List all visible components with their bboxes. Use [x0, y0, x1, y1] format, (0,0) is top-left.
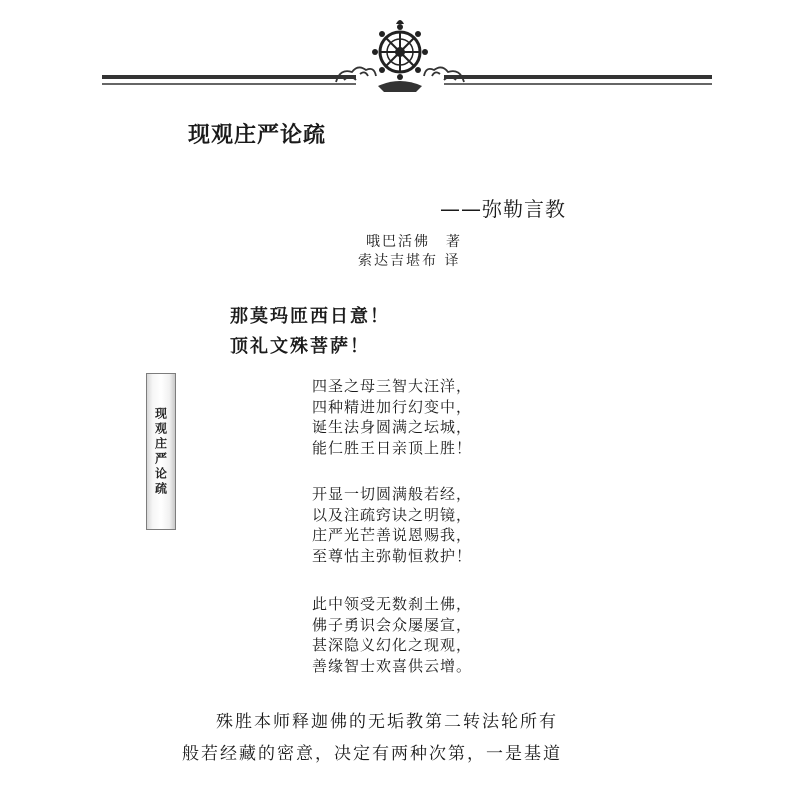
side-tab-label: 现观庄严论疏 — [153, 406, 168, 497]
verse-line: 四种精进加行幻变中， — [312, 397, 473, 416]
verse-stanza — [312, 376, 472, 458]
author-byline: 哦巴活佛 著 — [366, 234, 462, 250]
verse-line: 至尊怙主弥勒恒救护！ — [312, 546, 473, 565]
verse-line: 善缘智士欢喜供云增。 — [312, 656, 473, 675]
header-ornament — [0, 0, 800, 110]
verse-line: 能仁胜王日亲顶上胜！ — [312, 438, 473, 457]
page-title: 现观庄严论疏 — [188, 123, 327, 148]
translator-byline: 索达吉堪布 译 — [358, 253, 461, 269]
body-line: 殊胜本师释迦佛的无垢教第二转法轮所有 — [216, 712, 558, 732]
side-tab — [146, 373, 176, 530]
verse-stanza — [312, 594, 472, 676]
verse-stanza — [312, 484, 472, 566]
verse-line: 此中领受无数刹土佛， — [312, 595, 473, 613]
body-line: 般若经藏的密意，决定有两种次第，一是基道 — [182, 744, 562, 764]
subtitle: ——弥勒言教 — [440, 197, 566, 221]
homage-line: 顶礼文殊菩萨！ — [230, 336, 370, 357]
verse-line: 佛子勇识会众屡屡宣， — [312, 615, 473, 634]
verse-line: 诞生法身圆满之坛城， — [312, 418, 473, 436]
verse-line: 四圣之母三智大汪洋， — [312, 377, 473, 395]
homage-line: 那莫玛匝西日意！ — [230, 306, 390, 327]
verse-line: 庄严光芒善说恩赐我， — [312, 526, 473, 544]
body-paragraph — [182, 706, 562, 770]
verse-line: 甚深隐义幻化之现观， — [312, 636, 473, 654]
verse-line: 开显一切圆满般若经， — [312, 485, 473, 503]
verse-line: 以及注疏窍诀之明镜， — [312, 505, 473, 524]
dharma-wheel-icon — [372, 20, 428, 92]
